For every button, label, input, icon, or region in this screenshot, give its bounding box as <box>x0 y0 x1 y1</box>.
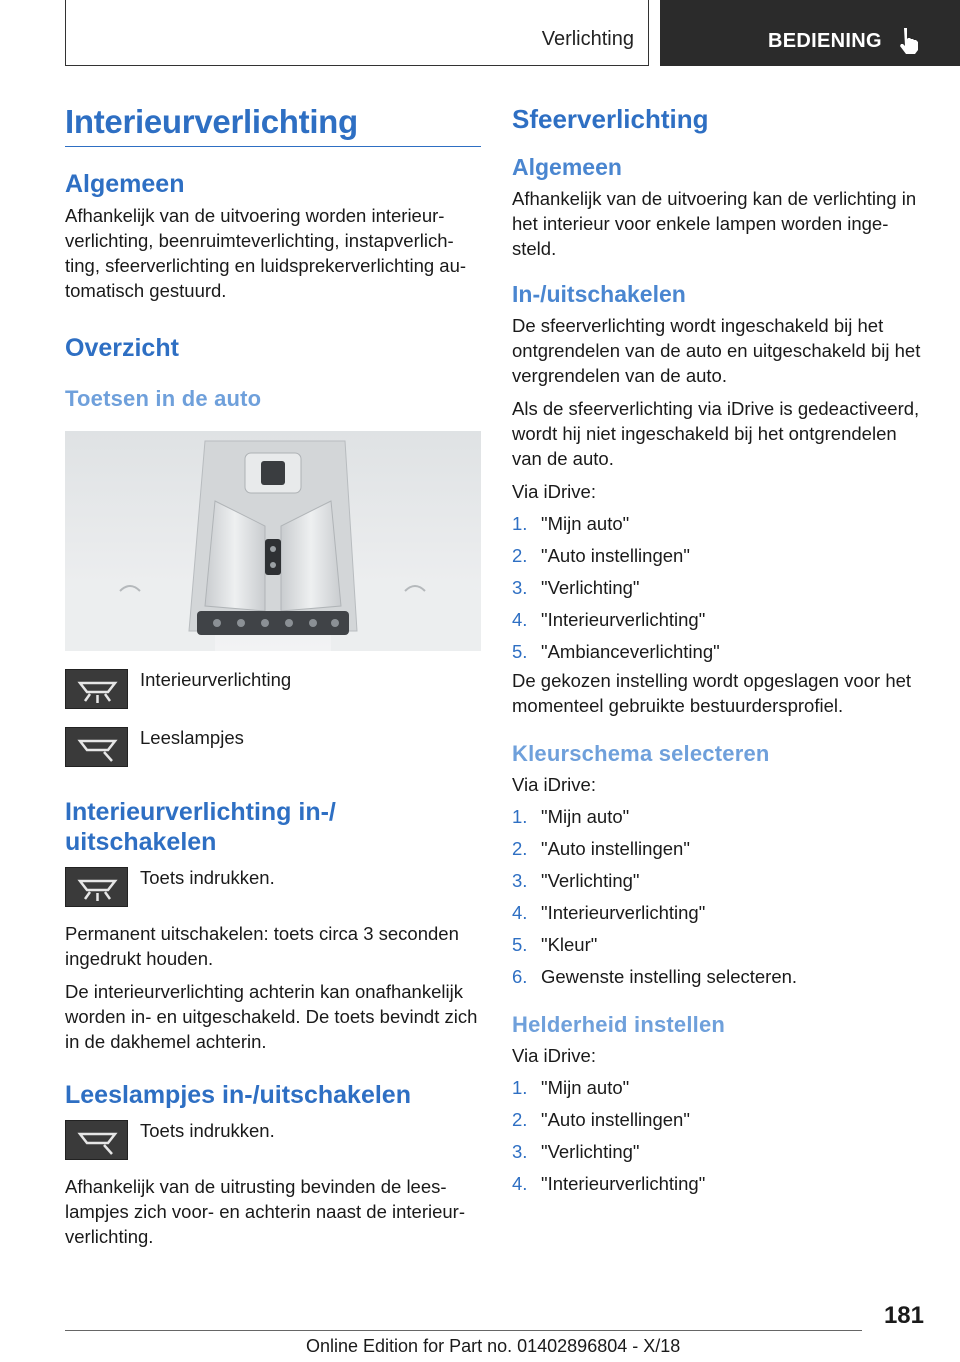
inuit-paragraph-1: De sfeerverlichting wordt ingeschakeld bij het ontgrendelen van de auto en uitgeschakeld bij het vergrendelen van de auto. <box>512 315 921 386</box>
chapter-tab <box>660 0 960 66</box>
sfeer-title: Sfeerverlichting <box>512 104 709 134</box>
list-item: 3. "Verlichting" <box>512 1141 640 1162</box>
roof-console-photo <box>65 431 481 651</box>
button-row-switch <box>65 867 481 907</box>
switch-heading: Interieurverlichting in-/ uitschakelen <box>65 798 336 856</box>
switch-paragraph-2: De interieurverlichting achterin kan onafhankelijk worden in- en uitgeschakeld. De toets bevindt zich in de dakhemel achterin. <box>65 981 478 1052</box>
kleur-steps <box>512 804 930 989</box>
list-item: 4. "Interieurverlichting" <box>512 1173 706 1194</box>
list-item: 6. Gewenste instelling selecteren. <box>512 966 798 987</box>
hand-pointer-icon <box>896 26 922 54</box>
right-column <box>512 100 930 1196</box>
helder-heading: Helderheid instellen <box>512 1012 726 1037</box>
helder-via: Via iDrive: <box>512 1045 596 1066</box>
inuit-paragraph-2: Als de sfeerverlichting via iDrive is gedeactiveerd, wordt hij niet ingeschakeld bij het ontgrendelen van de auto. <box>512 398 920 469</box>
list-item: 4. "Interieurverlichting" <box>512 609 706 630</box>
kleur-heading: Kleurschema selecteren <box>512 741 770 766</box>
inuit-via: Via iDrive: <box>512 481 596 502</box>
button-row-interior <box>65 669 481 709</box>
list-item: 2. "Auto instellingen" <box>512 545 690 566</box>
interior-light-icon <box>65 669 128 709</box>
list-item: 5. "Kleur" <box>512 934 598 955</box>
helder-steps <box>512 1075 930 1196</box>
button-row-reading <box>65 727 481 767</box>
footer-divider <box>65 1330 862 1331</box>
reading-button-text: Toets indrukken. <box>140 1120 275 1141</box>
page-title: Interieurverlichting <box>65 100 481 147</box>
sfeer-algemeen-heading: Algemeen <box>512 154 622 180</box>
list-item: 5. "Ambianceverlichting" <box>512 641 720 662</box>
list-item: 3. "Verlichting" <box>512 870 640 891</box>
list-item: 1. "Mijn auto" <box>512 1077 630 1098</box>
reading-light-label: Leeslampjes <box>140 727 244 748</box>
reading-light-icon <box>65 727 128 767</box>
list-item: 1. "Mijn auto" <box>512 806 630 827</box>
list-item: 4. "Interieurverlichting" <box>512 902 706 923</box>
switch-paragraph-1: Permanent uitschakelen: toets circa 3 seconden ingedrukt houden. <box>65 923 459 969</box>
left-column <box>65 100 481 1249</box>
algemeen-text: Afhankelijk van de uitvoering worden interieur-verlichting, beenruimteverlichting, instapverlich-ting, sfeerverlichting en luidsprekerverlichting au-tomatisch gestuurd. <box>65 205 467 301</box>
list-item: 1. "Mijn auto" <box>512 513 630 534</box>
section-title: Verlichting <box>541 28 634 50</box>
reading-light-icon <box>65 1120 128 1160</box>
switch-button-text: Toets indrukken. <box>140 867 275 888</box>
sfeer-algemeen-text: Afhankelijk van de uitvoering kan de verlichting in het interieur voor enkele lampen worden inge-steld. <box>512 188 917 259</box>
overzicht-heading: Overzicht <box>65 334 179 362</box>
reading-heading: Leeslampjes in-/uitschakelen <box>65 1081 411 1109</box>
interior-light-icon <box>65 867 128 907</box>
inuit-paragraph-3: De gekozen instelling wordt opgeslagen voor het momenteel gebruikte bestuurdersprofiel. <box>512 670 912 716</box>
interior-light-label: Interieurverlichting <box>140 669 292 690</box>
reading-paragraph-1: Afhankelijk van de uitrusting bevinden de lees-lampjes zich voor- en achterin naast de interieur-verlichting. <box>65 1176 465 1247</box>
algemeen-heading: Algemeen <box>65 170 185 198</box>
roof-console-illustration <box>65 431 481 651</box>
toetsen-heading: Toetsen in de auto <box>65 386 262 411</box>
button-row-reading-switch <box>65 1120 481 1160</box>
inuit-heading: In-/uitschakelen <box>512 281 686 307</box>
list-item: 3. "Verlichting" <box>512 577 640 598</box>
page-number: 181 <box>883 1302 924 1329</box>
chapter-tab-label: BEDIENING <box>768 30 882 52</box>
kleur-via: Via iDrive: <box>512 774 596 795</box>
list-item: 2. "Auto instellingen" <box>512 1109 690 1130</box>
header-frame <box>65 0 649 66</box>
footer-edition: Online Edition for Part no. 01402896804 - X/18 <box>306 1336 681 1356</box>
inuit-steps <box>512 511 930 664</box>
list-item: 2. "Auto instellingen" <box>512 838 690 859</box>
